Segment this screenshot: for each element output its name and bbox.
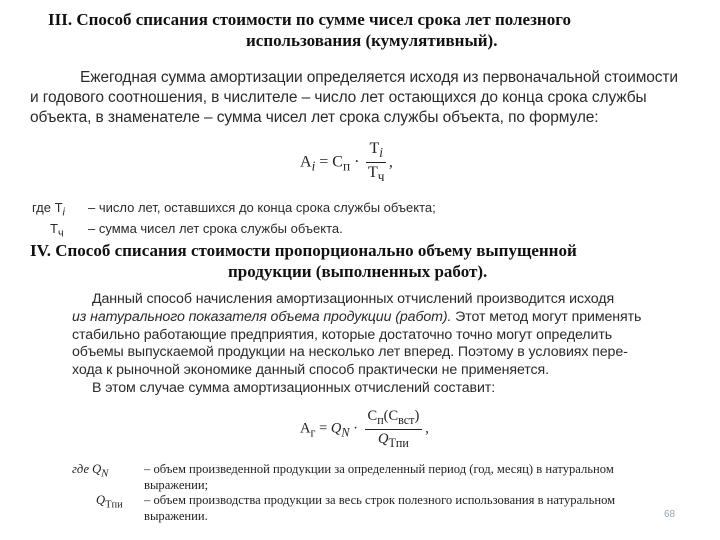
paragraph-line: и годового соотношения, в числителе – число лет остающихся до конца срока службы bbox=[30, 89, 647, 106]
definition-text: – объем произведенной продукции за определенный период (год, месяц) в натуральном bbox=[144, 462, 614, 476]
definition-row bbox=[32, 221, 672, 242]
formula-subscript: N bbox=[341, 425, 350, 440]
section-4-paragraph bbox=[72, 291, 692, 398]
paragraph-italic: из натурального показателя объема продукции (работ). bbox=[72, 308, 452, 325]
section-3-paragraph bbox=[30, 68, 700, 128]
formula-symbol: Q bbox=[330, 420, 342, 437]
formula-fraction bbox=[365, 408, 423, 451]
fraction-denominator: T bbox=[367, 164, 378, 182]
definition-subscript: i bbox=[62, 206, 65, 219]
formula-subscript: Tпи bbox=[388, 435, 409, 450]
formula-symbol: A bbox=[300, 153, 312, 171]
formula-subscript: вст bbox=[398, 412, 415, 427]
fraction-numerator-alt: (C bbox=[383, 408, 399, 424]
formula-punctuation: ) bbox=[414, 408, 420, 424]
page-number: 68 bbox=[664, 509, 676, 520]
section-4-heading bbox=[30, 240, 710, 282]
definition-row bbox=[72, 462, 702, 493]
section-4-definitions bbox=[72, 462, 702, 524]
formula-fraction bbox=[366, 140, 385, 185]
formula-symbol: C bbox=[332, 153, 343, 171]
fraction-numerator: C bbox=[367, 408, 378, 424]
section-4-heading-line2: продукции (выполненных работ). bbox=[228, 262, 488, 281]
formula-punctuation: , bbox=[425, 420, 429, 437]
definition-symbol: Q bbox=[96, 493, 106, 507]
definition-symbol: где Q bbox=[72, 462, 102, 476]
paragraph-line: объекта, в знаменателе – сумма чисел лет срока службы объекта, по формуле: bbox=[30, 109, 599, 126]
paragraph-line: хода к рыночной экономике данный способ практически не применяется. bbox=[72, 362, 549, 379]
formula-production bbox=[300, 408, 429, 451]
formula-subscript: i bbox=[379, 145, 383, 161]
paragraph-line: В этом случае сумма амортизационных отчислений составит: bbox=[92, 379, 496, 396]
definition-symbol: T bbox=[50, 220, 58, 236]
section-3-definitions bbox=[32, 200, 672, 241]
definition-text-continued: выражении; bbox=[144, 477, 209, 492]
section-3-heading bbox=[48, 9, 708, 51]
section-4-heading-line1: IV. Способ списания стоимости пропорционально объему выпущенной bbox=[30, 241, 577, 260]
formula-operator: · bbox=[350, 153, 364, 171]
paragraph-line: Ежегодная сумма амортизации определяется исходя из первоначальной стоимости bbox=[80, 69, 678, 86]
formula-subscript: ч bbox=[377, 169, 385, 185]
formula-operator: = bbox=[315, 153, 333, 171]
definition-row bbox=[72, 493, 702, 524]
formula-operator: · bbox=[349, 420, 362, 437]
paragraph-line: объемы выпускаемой продукции на несколько лет вперед. Поэтому в условиях пере- bbox=[72, 344, 628, 361]
section-3-heading-line2: использования (кумулятивный). bbox=[246, 31, 498, 50]
definition-subscript: N bbox=[101, 468, 109, 480]
paragraph-line: Данный способ начисления амортизационных отчислений производится исходя bbox=[92, 291, 615, 307]
definition-text: – сумма чисел лет срока службы объекта. bbox=[88, 220, 343, 236]
section-3-heading-line1: III. Способ списания стоимости по сумме чисел срока лет полезного bbox=[48, 10, 572, 29]
fraction-denominator: Q bbox=[378, 430, 389, 447]
fraction-numerator: T bbox=[369, 140, 380, 157]
definition-symbol: где T bbox=[32, 200, 63, 215]
definition-text-continued: выражении. bbox=[144, 508, 208, 523]
formula-subscript: п bbox=[377, 412, 384, 427]
formula-subscript: г bbox=[310, 425, 316, 440]
definition-row bbox=[32, 200, 672, 221]
formula-punctuation: , bbox=[388, 153, 393, 171]
definition-text: – объем производства продукции за весь строк полезного использования в натуральном bbox=[144, 493, 616, 507]
formula-subscript: i bbox=[311, 158, 316, 174]
paragraph-line: стабильно работающие предприятия, которые достаточно точно могут определить bbox=[72, 326, 613, 343]
paragraph-line: из натурального показателя объема продукции (работ). Этот метод могут применять bbox=[72, 308, 642, 325]
formula-cumulative bbox=[300, 140, 393, 185]
formula-subscript: п bbox=[342, 158, 351, 174]
definition-subscript: Tпи bbox=[105, 499, 123, 511]
formula-symbol: A bbox=[300, 420, 311, 437]
definition-text: – число лет, оставшихся до конца срока службы объекта; bbox=[88, 200, 436, 215]
definition-subscript: ч bbox=[57, 227, 64, 240]
formula-operator: = bbox=[315, 420, 331, 437]
